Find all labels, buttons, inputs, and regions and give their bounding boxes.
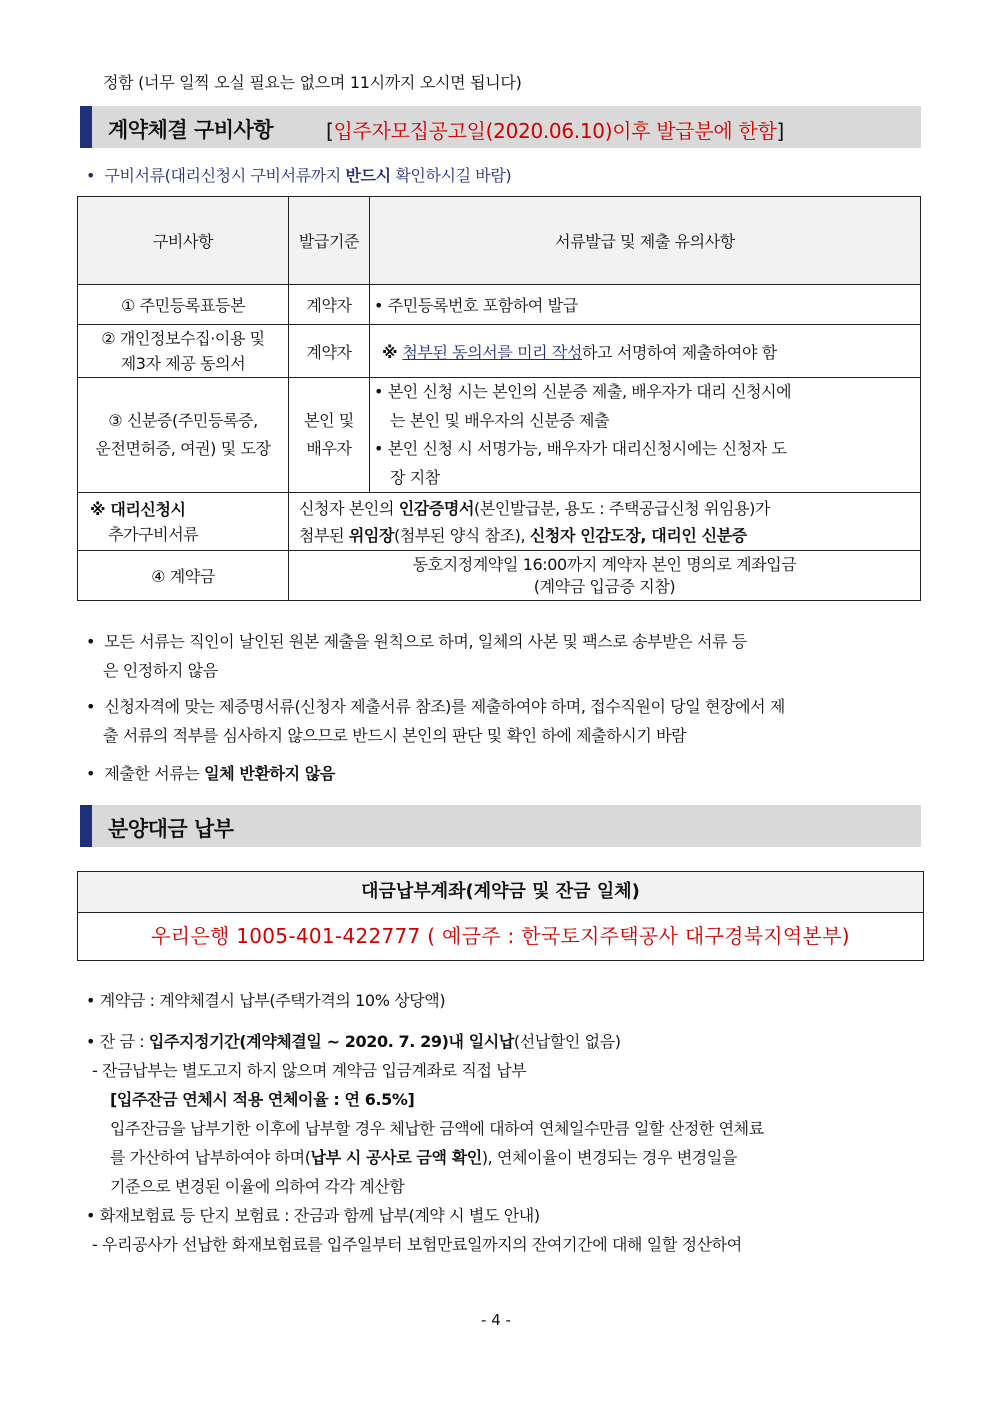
page-number: - 4 - (481, 1311, 511, 1329)
requirements-table (77, 196, 921, 601)
list-item: - 잔금납부는 별도고지 하지 않으며 계약금 입금계좌로 직접 납부 (92, 1061, 527, 1080)
cell-note: 신청자 본인의 인감증명서(본인발급분, 용도 : 주택공급신청 위임용)가 첨부된 위임장(첨부된 양식 참조), 신청자 인감도장, 대리인 신분증 (289, 493, 921, 551)
list-item: 를 가산하여 납부하여야 하며(납부 시 공사로 금액 확인), 연체이율이 변경되는 경우 변경일을 (110, 1148, 737, 1167)
section-header-contract (80, 106, 921, 148)
list-item: • 잔 금 : 입주지정기간(계약체결일 ~ 2020. 7. 29)내 일시납(선납할인 없음) (86, 1032, 621, 1051)
section-bar (80, 805, 92, 847)
list-item: - 우리공사가 선납한 화재보험료를 입주일부터 보험만료일까지의 잔여기간에 대해 일할 정산하여 (92, 1235, 742, 1254)
payment-notes (86, 986, 922, 1259)
account-header: 대금납부계좌(계약금 및 잔금 일체) (78, 872, 923, 913)
table-row (78, 493, 921, 551)
cell-basis: 본인 및 배우자 (289, 378, 370, 493)
list-item: • 화재보험료 등 단지 보험료 : 잔금과 함께 납부(계약 시 별도 안내) (86, 1206, 540, 1225)
intro-bullet: • 구비서류(대리신청시 구비서류까지 반드시 확인하시길 바람) (86, 166, 512, 185)
list-item: • 제출한 서류는 일체 반환하지 않음 (86, 764, 335, 783)
header-note: 서류발급 및 제출 유의사항 (370, 197, 921, 285)
cell-item: ③ 신분증(주민등록증, 운전면허증, 여권) 및 도장 (78, 378, 289, 493)
header-basis: 발급기준 (289, 197, 370, 285)
header-item: 구비사항 (78, 197, 289, 285)
top-line-text: 정함 (너무 일찍 오실 필요는 없으며 11시까지 오시면 됩니다) (103, 73, 522, 92)
list-item: 기준으로 변경된 이율에 의하여 각각 계산함 (110, 1177, 405, 1196)
cell-note: • 본인 신청 시는 본인의 신분증 제출, 배우자가 대리 신청시에 는 본인 및 배우자의 신분증 제출 • 본인 신청 시 서명가능, 배우자가 대리신청시에는 신청자 도 장 지참 (370, 378, 921, 493)
list-item: [입주잔금 연체시 적용 연체이율 : 연 6.5%] (110, 1090, 415, 1109)
cell-basis: 계약자 (289, 285, 370, 325)
section-header-payment (80, 805, 921, 847)
section-note: [입주자모집공고일(2020.06.10)이후 발급분에 한함] (326, 119, 784, 143)
cell-item: ② 개인정보수집·이용 및 제3자 제공 동의서 (78, 325, 289, 378)
table-header-row (78, 197, 921, 285)
section-title: 분양대금 납부 (108, 817, 234, 841)
table-row (78, 378, 921, 493)
list-item: • 모든 서류는 직인이 날인된 원본 제출을 원칙으로 하며, 일체의 사본 및 팩스로 송부받은 서류 등 은 인정하지 않음 (86, 632, 747, 680)
account-box (77, 871, 924, 961)
list-item: 입주잔금을 납부기한 이후에 납부할 경우 체납한 금액에 대하여 연체일수만큼 일할 산정한 연체료 (110, 1119, 764, 1138)
section-title: 계약체결 구비사항 (108, 118, 274, 142)
cell-note: 동호지정계약일 16:00까지 계약자 본인 명의로 계좌입금 (계약금 입금증 지참) (289, 551, 921, 601)
list-item: • 신청자격에 맞는 제증명서류(신청자 제출서류 참조)를 제출하여야 하며, 접수직원이 당일 현장에서 제 출 서류의 적부를 심사하지 않으므로 반드시 본인의 판단 및 확인 하에 제출하시기 바람 (86, 697, 785, 745)
table-row (78, 325, 921, 378)
cell-note: • 주민등록번호 포함하여 발급 (370, 285, 921, 325)
table-row (78, 551, 921, 601)
account-number: 우리은행 1005-401-422777 ( 예금주 : 한국토지주택공사 대구경북지역본부) (151, 924, 850, 948)
cell-item: ① 주민등록표등본 (78, 285, 289, 325)
cell-basis: 계약자 (289, 325, 370, 378)
section-bar (80, 106, 92, 148)
list-item: • 계약금 : 계약체결시 납부(주택가격의 10% 상당액) (86, 991, 446, 1010)
cell-item: ※ 대리신청시 추가구비서류 (78, 493, 289, 551)
table-row (78, 285, 921, 325)
cell-item: ④ 계약금 (78, 551, 289, 601)
cell-note: ※ 첨부된 동의서를 미리 작성하고 서명하여 제출하여야 함 (370, 325, 921, 378)
